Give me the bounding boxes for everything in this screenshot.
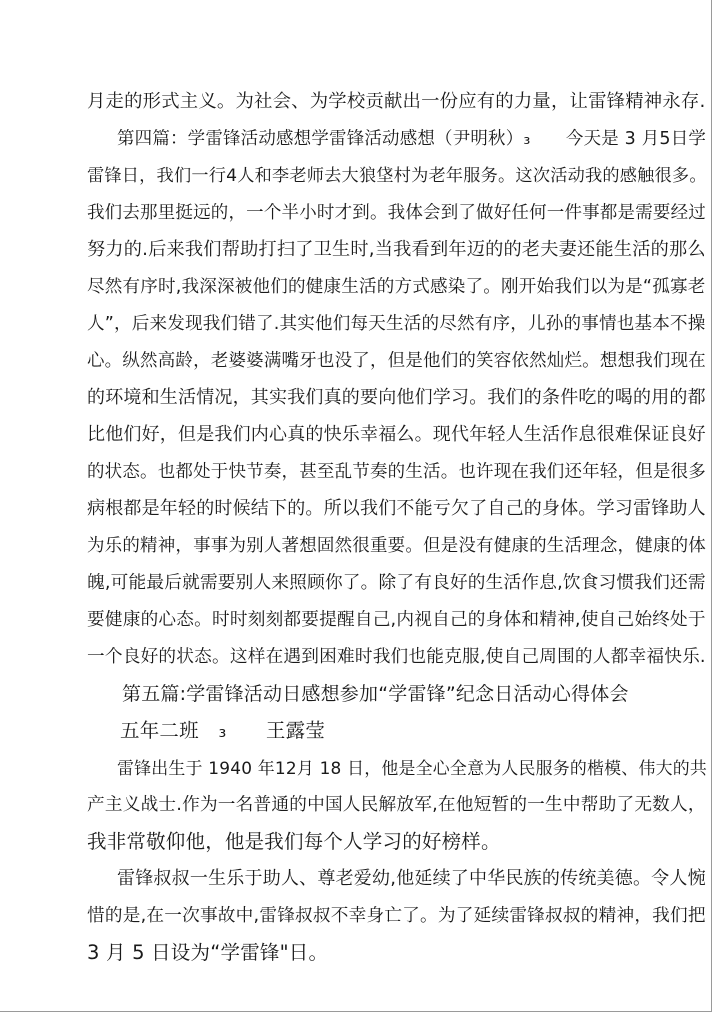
text-line: 雷锋叔叔一生乐于助人、尊老爱幼,他延续了中华民族的传统美德。令人惋 [117,868,706,889]
text-line: 产主义战士.作为一名普通的中国人民解放军,在他短暂的一生中帮助了无数人， [87,795,706,815]
text-line: 我们去那里挺远的，一个半小时才到。我体会到了做好任何一件事都是需要经过 [87,203,706,223]
author-line: 五年二班 ₃ 王露莹 [120,719,326,742]
text-line: 努力的.后来我们帮助打扫了卫生时,当我看到年迈的的老夫妻还能生活的那么 [87,239,706,260]
text-line: 的状态。也都处于快节奏，甚至乱节奏的生活。也许现在我们还年轻，但是很多 [87,462,706,482]
text-line: 人”，后来发现我们错了.其实他们每天生活的尽然有序，儿孙的事情也基本不操 [87,314,706,334]
text-line: 的环境和生活情况，其实我们真的要向他们学习。我们的条件吃的喝的用的都 [87,387,706,408]
text-line: 惜的是,在一次事故中,雷锋叔叔不幸身亡了。为了延续雷锋叔叔的精神，我们把 [87,906,706,926]
text-line: 病根都是年轻的时候结下的。所以我们不能亏欠了自己的身体。学习雷锋助人 [87,498,706,519]
text-line: 要健康的心态。时时刻刻都要提醒自己,内视自己的身体和精神,使自己始终处于 [87,610,706,630]
text-line: 尽然有序时,我深深被他们的健康生活的方式感染了。刚开始我们以为是“孤寡老 [87,277,706,297]
section-heading-5: 第五篇:学雷锋活动日感想参加“学雷锋”纪念日活动心得体会 [122,683,629,705]
text-line: 3 月 5 日设为“学雷锋"日。 [87,941,329,964]
text-line: 月走的形式主义。为社会、为学校贡献出一份应有的力量，让雷锋精神永存. [87,91,706,112]
section-heading-4: 第四篇：学雷锋活动感想学雷锋活动感想（尹明秋）₃ 今天是 3 月5日学 [117,129,707,149]
text-line: 雷锋出生于 1940 年12月 18 日，他是全心全意为人民服务的楷模、伟大的共 [117,758,707,778]
text-line: 一个良好的状态。这样在遇到困难时我们也能克服,使自己周围的人都幸福快乐. [87,647,706,667]
text-line: 我非常敬仰他，他是我们每个人学习的好榜样。 [87,830,501,853]
text-line: 为乐的精神，事事为别人著想固然很重要。但是没有健康的生活理念，健康的体 [87,536,706,556]
text-line: 魄,可能最后就需要别人来照顾你了。除了有良好的生活作息,饮食习惯我们还需 [87,573,706,593]
text-line: 心。纵然高龄，老婆婆满嘴牙也没了，但是他们的笑容依然灿烂。想想我们现在 [87,351,706,371]
text-line: 比他们好，但是我们内心真的快乐幸福么。现代年轻人生活作息很难保证良好 [87,424,706,445]
text-line: 雷锋日，我们一行4人和李老师去大狼垡村为老年服务。这次活动我的感触很多。 [87,166,707,186]
